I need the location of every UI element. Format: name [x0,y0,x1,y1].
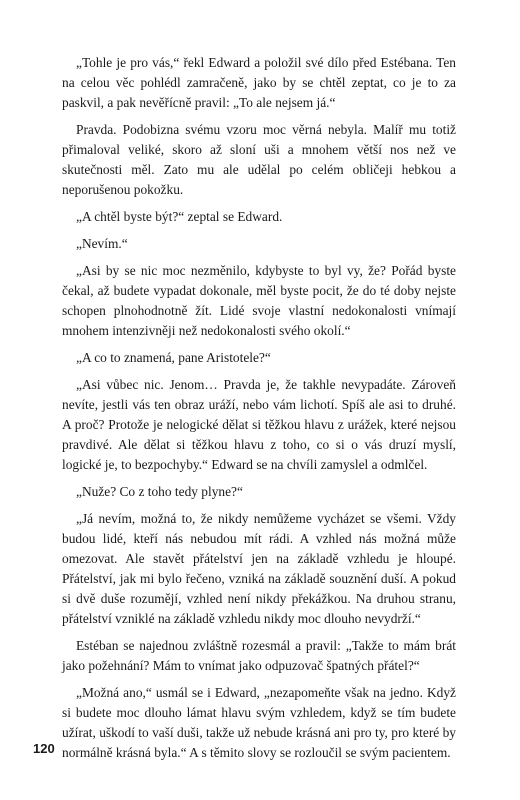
paragraph-10: Estéban se najednou zvláštně rozesmál a pravil: „Takže to mám brát jako požehnání? Mám to vnímat jako odpuzovač špatných přátel?“ [62,638,456,673]
paragraph-2: Pravda. Podobizna svému vzoru moc věrná nebyla. Malíř mu totiž přimaloval veliké, skoro až sloní uši a mnohem větší nos než ve skutečnosti měl. Zato mu ale udělal po celém obličeji hebkou a neporušenou pokožku. [62,122,456,197]
paragraph-9: „Já nevím, možná to, že nikdy nemůžeme vycházet se všemi. Vždy budou lidé, kteří nás nebudou mít rádi. A vzhled nás možná může omezovat. Ale stavět přátelství jen na základě vzhledu je hloupé. Přátelství, jak mi bylo řečeno, vzniká na základě souznění duší. A pokud si dvě duše rozumějí, vzhled není nikdy překážkou. Na druhou stranu, přátelství vzniklé na základě vzhledu nikdy moc dlouho nevydrží.“ [62,511,456,626]
paragraph-7: „Asi vůbec nic. Jenom… Pravda je, že takhle nevypadáte. Zároveň nevíte, jestli vás ten obraz uráží, nebo vám lichotí. Spíš ale asi to druhé. A proč? Protože je nelogické dělat si těžkou hlavu z urážek, které nejsou pravdivé. Ale dělat si těžkou hlavu z toho, co si o vás druzí myslí, logické je, to bezpochyby.“ Edward se na chvíli zamyslel a odmlčel. [62,377,456,472]
paragraph-11: „Možná ano,“ usmál se i Edward, „nezapomeňte však na jedno. Když si budete moc dlouho lámat hlavu svým vzhledem, když se tím budete užírat, uškodí to vaší duši, takže už nebude krásná ani pro ty, pro které by normálně krásná byla.“ A s těmito slovy se rozloučil se svým pacientem. [62,685,456,760]
paragraph-4: „Nevím.“ [76,236,128,251]
paragraph-1: „Tohle je pro vás,“ řekl Edward a položil své dílo před Estébana. Ten na celou věc pohlédl zamračeně, jako by se chtěl zeptat, co je to za paskvil, a pak nevěřícně pravil: „To ale nejsem já.“ [62,55,456,110]
paragraph-5: „Asi by se nic moc nezměnilo, kdybyste to byl vy, že? Pořád byste čekal, až budete vypadat dokonale, měl byste pocit, že do té doby nejste schopen plnohodnotně žít. Lidé svoje vlastní nedokonalosti vnímají mnohem intenzivněji než nedokonalosti svého okolí.“ [62,263,456,338]
paragraph-6: „A co to znamená, pane Aristotele?“ [76,350,271,365]
page-body [62,53,456,770]
page-number: 120 [33,741,55,756]
paragraph-8: „Nuže? Co z toho tedy plyne?“ [76,484,243,499]
paragraph-3: „A chtěl byste být?“ zeptal se Edward. [76,209,283,224]
